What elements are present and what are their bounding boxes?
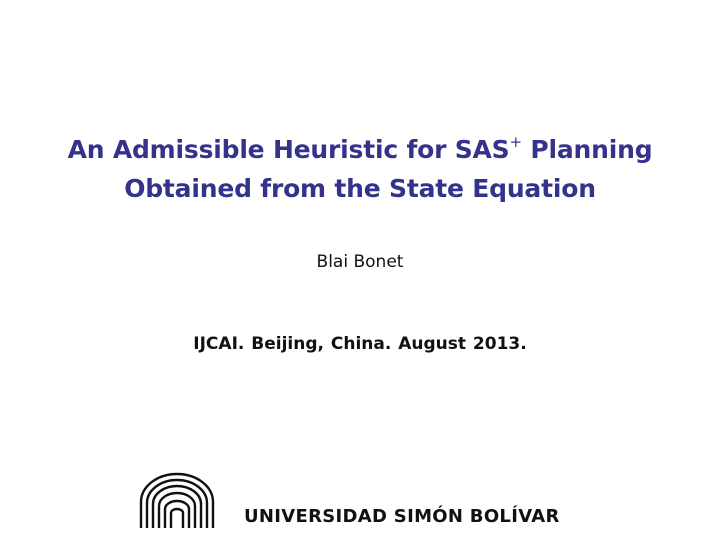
- author-name: Blai Bonet: [316, 252, 404, 272]
- university-logo-icon: [137, 470, 217, 530]
- title-main-text: An Admissible Heuristic for SAS: [67, 135, 510, 164]
- institution-name: UNIVERSIDAD SIMÓN BOLÍVAR: [244, 506, 560, 527]
- slide-title: [0, 130, 720, 208]
- title-line-1: [0, 130, 720, 169]
- title-line-1-rest: Planning: [530, 135, 653, 164]
- title-superscript: +: [509, 133, 522, 151]
- title-line-2: Obtained from the State Equation: [124, 174, 596, 203]
- venue-info: IJCAI. Beijing, China. August 2013.: [193, 334, 527, 354]
